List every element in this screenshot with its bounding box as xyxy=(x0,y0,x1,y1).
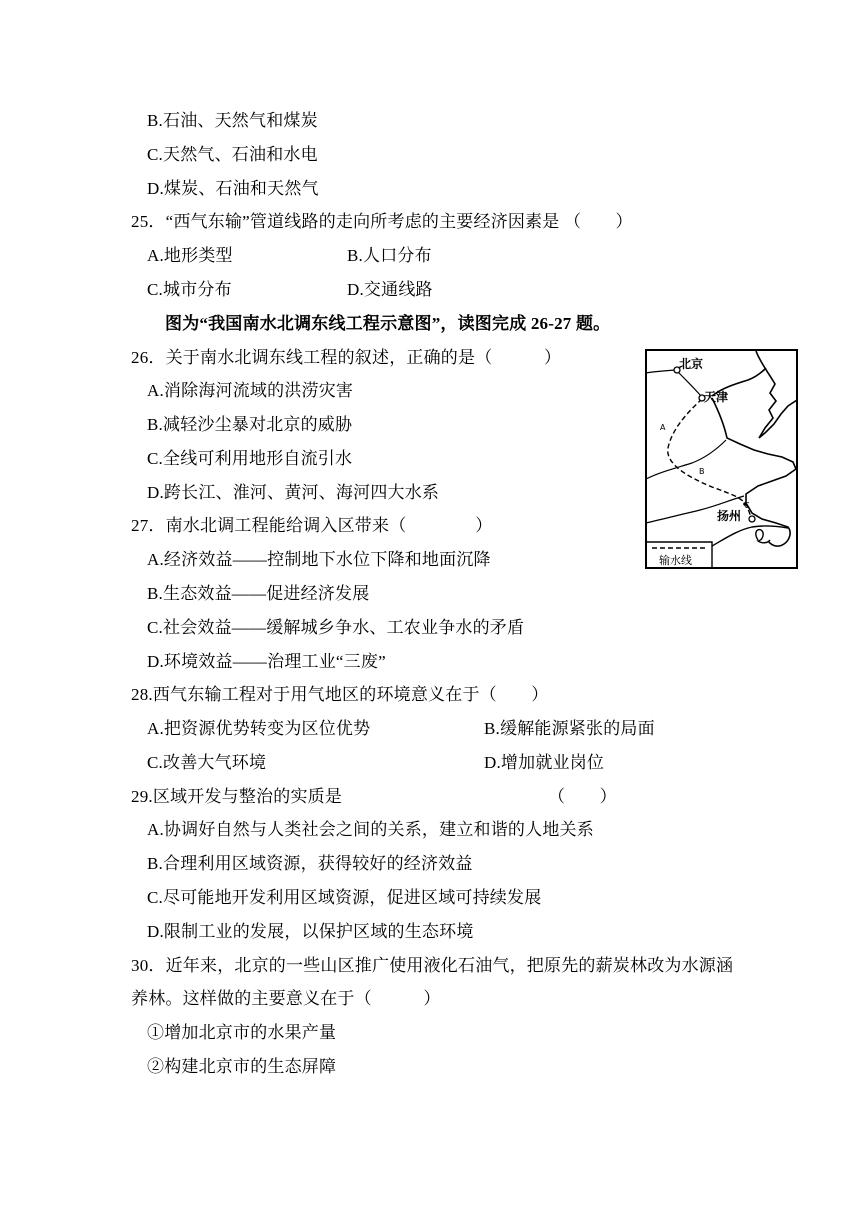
q25-option-c: C.城市分布 xyxy=(147,280,232,299)
q29-option-a: A.协调好自然与人类社会之间的关系，建立和谐的人地关系 xyxy=(147,820,594,839)
q29-option-b: B.合理利用区域资源，获得较好的经济效益 xyxy=(147,854,473,873)
q28-option-b: B.缓解能源紧张的局面 xyxy=(484,719,655,738)
q26-option-b: B.减轻沙尘暴对北京的威胁 xyxy=(147,415,353,434)
label-tianjin: 天津 xyxy=(704,390,729,404)
q27-option-b: B.生态效益——促进经济发展 xyxy=(147,584,370,603)
q27-option-a: A.经济效益——控制地下水位下降和地面沉降 xyxy=(147,550,491,569)
q30-stem-line2: 养林。这样做的主要意义在于（ ） xyxy=(131,989,441,1008)
map-instruction: 图为“我国南水北调东线工程示意图”，读图完成 26-27 题。 xyxy=(165,314,611,333)
q26-stem: 26．关于南水北调东线工程的叙述，正确的是（ ） xyxy=(131,348,562,367)
q27-option-d: D.环境效益——治理工业“三废” xyxy=(147,652,386,671)
q30-stem-line1: 30．近年来，北京的一些山区推广使用液化石油气，把原先的薪炭林改为水源涵 xyxy=(131,956,734,975)
q25-option-b: B.人口分布 xyxy=(347,246,432,265)
q29-option-c: C.尽可能地开发利用区域资源，促进区域可持续发展 xyxy=(147,888,542,907)
q29-option-d: D.限制工业的发展，以保护区域的生态环境 xyxy=(147,922,474,941)
q28-stem: 28.西气东输工程对于用气地区的环境意义在于（ ） xyxy=(131,685,549,704)
q26-option-c: C.全线可利用地形自流引水 xyxy=(147,449,353,468)
q30-choice-1: ①增加北京市的水果产量 xyxy=(147,1023,337,1042)
label-yangzhou: 扬州 xyxy=(717,509,742,523)
water-diversion-map xyxy=(644,348,800,572)
q27-stem: 27．南水北调工程能给调入区带来（ ） xyxy=(131,516,493,535)
label-route-a: A xyxy=(660,423,666,432)
legend-label: 输水线 xyxy=(659,554,692,567)
yangzhou-marker xyxy=(749,516,755,522)
q26-option-a: A.消除海河流域的洪涝灾害 xyxy=(147,381,354,400)
q29-stem: 29.区域开发与整治的实质是 xyxy=(131,787,343,806)
prev-option-c: C.天然气、石油和水电 xyxy=(147,145,318,164)
q25-option-a: A.地形类型 xyxy=(147,246,233,265)
label-beijing: 北京 xyxy=(679,357,704,371)
q28-option-c: C.改善大气环境 xyxy=(147,753,267,772)
q25-option-d: D.交通线路 xyxy=(347,280,433,299)
prev-option-d: D.煤炭、石油和天然气 xyxy=(147,179,319,198)
q29-answer-blank: （ ） xyxy=(548,787,617,806)
label-route-b: B xyxy=(699,467,705,476)
prev-option-b: B.石油、天然气和煤炭 xyxy=(147,111,318,130)
q30-choice-2: ②构建北京市的生态屏障 xyxy=(147,1057,337,1076)
q25-stem: 25．“西气东输”管道线路的走向所考虑的主要经济因素是 （ ） xyxy=(131,212,633,231)
q27-option-c: C.社会效益——缓解城乡争水、工农业争水的矛盾 xyxy=(147,618,525,637)
q28-option-d: D.增加就业岗位 xyxy=(484,753,605,772)
label-point-c: C xyxy=(744,501,750,510)
q26-option-d: D.跨长江、淮河、黄河、海河四大水系 xyxy=(147,483,440,502)
q28-option-a: A.把资源优势转变为区位优势 xyxy=(147,719,371,738)
